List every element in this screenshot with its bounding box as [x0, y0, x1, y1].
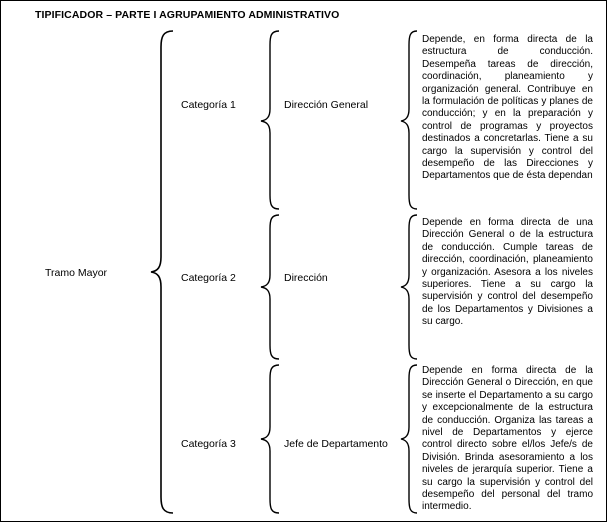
role-label-3: Jefe de Departamento: [284, 438, 388, 450]
role-label-2: Dirección: [284, 272, 328, 284]
group-label-tramo-mayor: Tramo Mayor: [45, 267, 108, 279]
description-text-3: Depende en forma directa de la Dirección General o Dirección, en que se inserte el Departamento a su cargo y excepcionalmente de la estructura de conducción. Organiza las tareas a nivel de Departamentos y ejerce control directo sobre el/los Jefe/s de División. Brinda asesoramiento a los niveles de jerarquía superior. Tiene a su cargo la supervisión y control del desempeño del personal del tramo intermedio.: [422, 365, 593, 513]
group-brace-tramo-mayor: [149, 29, 175, 515]
description-brace-1: [399, 29, 419, 211]
description-brace-3: [399, 363, 419, 515]
category-brace-2: [259, 213, 281, 361]
category-label-2: Categoría 2: [181, 272, 236, 284]
category-label-1: Categoría 1: [181, 99, 236, 111]
description-brace-2: [399, 213, 419, 361]
description-text-2: Depende en forma directa de una Dirección General o de la estructura de conducción. Cumple tareas de dirección, coordinación, planeamiento y organización. Asesora a los niveles superiores. Tiene a su cargo la supervisión y control del desempeño de los Departamentos y Divisiones a su cargo.: [422, 217, 593, 328]
role-label-1: Dirección General: [284, 99, 369, 111]
category-brace-3: [259, 363, 281, 515]
category-label-3: Categoría 3: [181, 438, 236, 450]
category-brace-1: [259, 29, 281, 211]
description-text-1: Depende, en forma directa de la estructura de conducción. Desempeña tareas de dirección, coordinación, planeamiento y organización general. Contribuye en la formulación de políticas y planes de conducción; y en la preparación y control de programas y proyectos destinados a concretarlas. Tiene a su cargo la supervisión y control del desempeño de las Direcciones y Departamentos que de ésta dependan: [422, 34, 593, 182]
page-title: TIPIFICADOR – PARTE I AGRUPAMIENTO ADMINISTRATIVO: [35, 9, 340, 21]
